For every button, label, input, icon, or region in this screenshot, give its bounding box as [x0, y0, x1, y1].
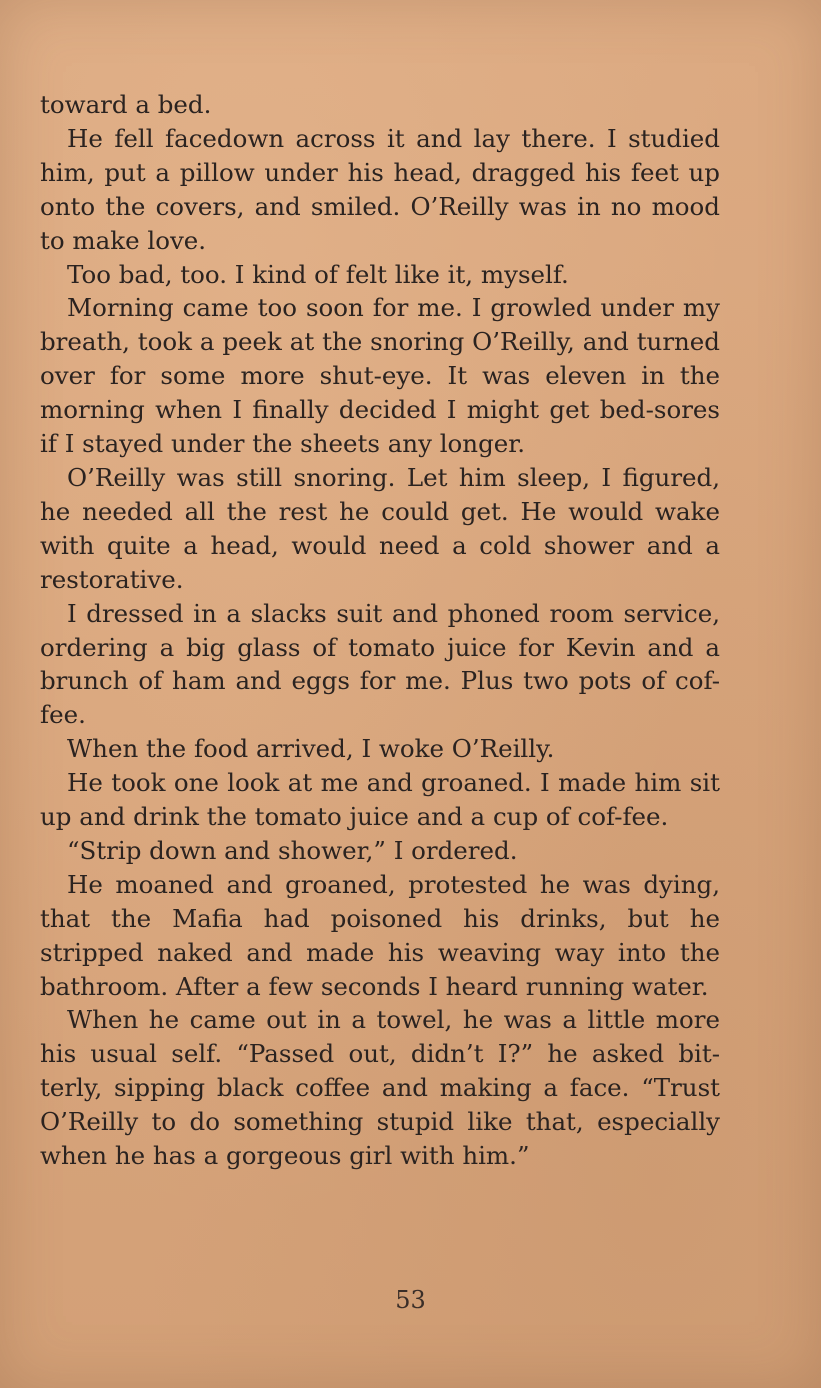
- paragraph: Too bad, too. I kind of felt like it, myself.: [67, 259, 569, 289]
- paragraph: O’Reilly was still snoring. Let him sleep, I figured, he needed all the rest he could get. He would wake with quite a head, would need a cold shower and a restorative.: [40, 462, 720, 594]
- paragraph: He moaned and groaned, protested he was dying, that the Mafia had poisoned his drinks, but he stripped naked and made his weaving way into the bathroom. After a few seconds I heard running water.: [40, 869, 720, 1001]
- body-text: [40, 88, 720, 1173]
- paragraph: When the food arrived, I woke O’Reilly.: [67, 734, 555, 764]
- paragraph: He fell facedown across it and lay there. I studied him, put a pillow under his head, dragged his feet up onto the covers, and smiled. O’Reilly was in no mood to make love.: [40, 123, 720, 255]
- paragraph: When he came out in a towel, he was a little more his usual self. “Passed out, didn’t I?” he asked bit-terly, sipping black coffee and making a face. “Trust O’Reilly to do something stupid like that, especially when he has a gorgeous girl with him.”: [40, 1005, 720, 1171]
- paragraph: He took one look at me and groaned. I made him sit up and drink the tomato juice and a cup of cof-fee.: [40, 768, 720, 832]
- paragraph: Morning came too soon for me. I growled under my breath, took a peek at the snoring O’Reilly, and turned over for some more shut-eye. It was eleven in the morning when I finally decided I might get bed-sores if I stayed under the sheets any longer.: [40, 293, 720, 459]
- paragraph: I dressed in a slacks suit and phoned room service, ordering a big glass of tomato juice for Kevin and a brunch of ham and eggs for me. Plus two pots of cof-fee.: [40, 598, 720, 730]
- page-number: 53: [395, 1286, 426, 1314]
- paragraph: “Strip down and shower,” I ordered.: [67, 835, 518, 865]
- paragraph: toward a bed.: [40, 90, 212, 119]
